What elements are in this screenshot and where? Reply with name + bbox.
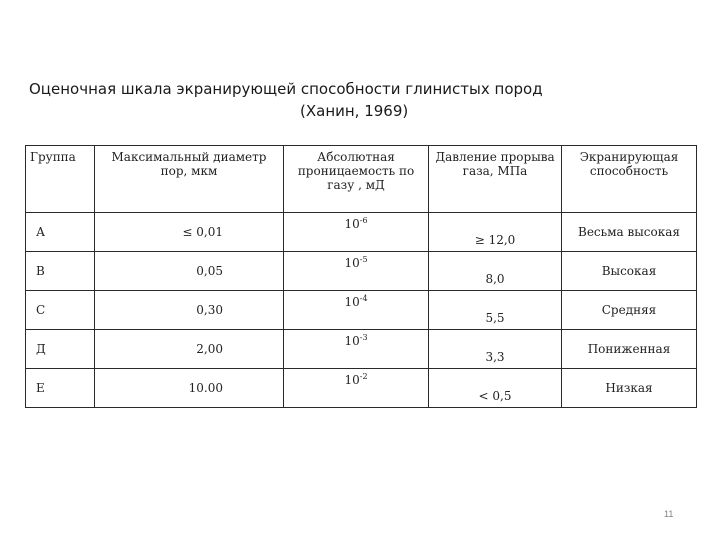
cell-pressure: 8,0 [429, 252, 562, 291]
header-breakthrough-pressure: Давление прорыва газа, МПа [429, 146, 562, 213]
cell-permeability [284, 252, 429, 291]
cell-permeability [284, 291, 429, 330]
cell-pressure: < 0,5 [429, 369, 562, 408]
cell-permeability [284, 213, 429, 252]
page-number: 11 [664, 509, 674, 519]
cell-permeability [284, 369, 429, 408]
title-main: Оценочная шкала экранирующей способности глинистых пород [29, 80, 543, 98]
perm-exponent: -5 [359, 255, 368, 264]
perm-exponent: -4 [359, 294, 368, 303]
cell-pore: ≤ 0,01 [95, 213, 284, 252]
cell-pressure: 3,3 [429, 330, 562, 369]
cell-pore: 2,00 [95, 330, 284, 369]
perm-base: 10 [344, 217, 360, 231]
cell-group: Д [26, 330, 95, 369]
cell-pore: 10.00 [95, 369, 284, 408]
table-row [26, 252, 697, 291]
perm-base: 10 [344, 295, 360, 309]
shielding-capacity-table [25, 145, 697, 408]
cell-pore: 0,30 [95, 291, 284, 330]
cell-capacity: Низкая [562, 369, 697, 408]
cell-capacity: Пониженная [562, 330, 697, 369]
title-citation: (Ханин, 1969) [300, 102, 409, 120]
perm-base: 10 [344, 373, 360, 387]
perm-exponent: -6 [359, 216, 368, 225]
cell-capacity: Средняя [562, 291, 697, 330]
perm-exponent: -3 [359, 333, 368, 342]
header-gas-permeability: Абсолютная проницаемость по газу , мД [284, 146, 429, 213]
cell-group: А [26, 213, 95, 252]
cell-pore: 0,05 [95, 252, 284, 291]
cell-permeability [284, 330, 429, 369]
header-group: Группа [26, 146, 95, 213]
perm-exponent: -2 [359, 372, 368, 381]
cell-pressure: 5,5 [429, 291, 562, 330]
cell-capacity: Высокая [562, 252, 697, 291]
table-row [26, 369, 697, 408]
cell-capacity: Весьма высокая [562, 213, 697, 252]
perm-base: 10 [344, 256, 360, 270]
cell-pressure: ≥ 12,0 [429, 213, 562, 252]
table-row [26, 291, 697, 330]
cell-group: С [26, 291, 95, 330]
cell-group: Е [26, 369, 95, 408]
table-row [26, 213, 697, 252]
perm-base: 10 [344, 334, 360, 348]
header-max-pore-diameter: Максимальный диаметр пор, мкм [95, 146, 284, 213]
table-row [26, 330, 697, 369]
header-shielding-capacity: Экранирующая способность [562, 146, 697, 213]
table-header-row [26, 146, 697, 213]
cell-group: В [26, 252, 95, 291]
